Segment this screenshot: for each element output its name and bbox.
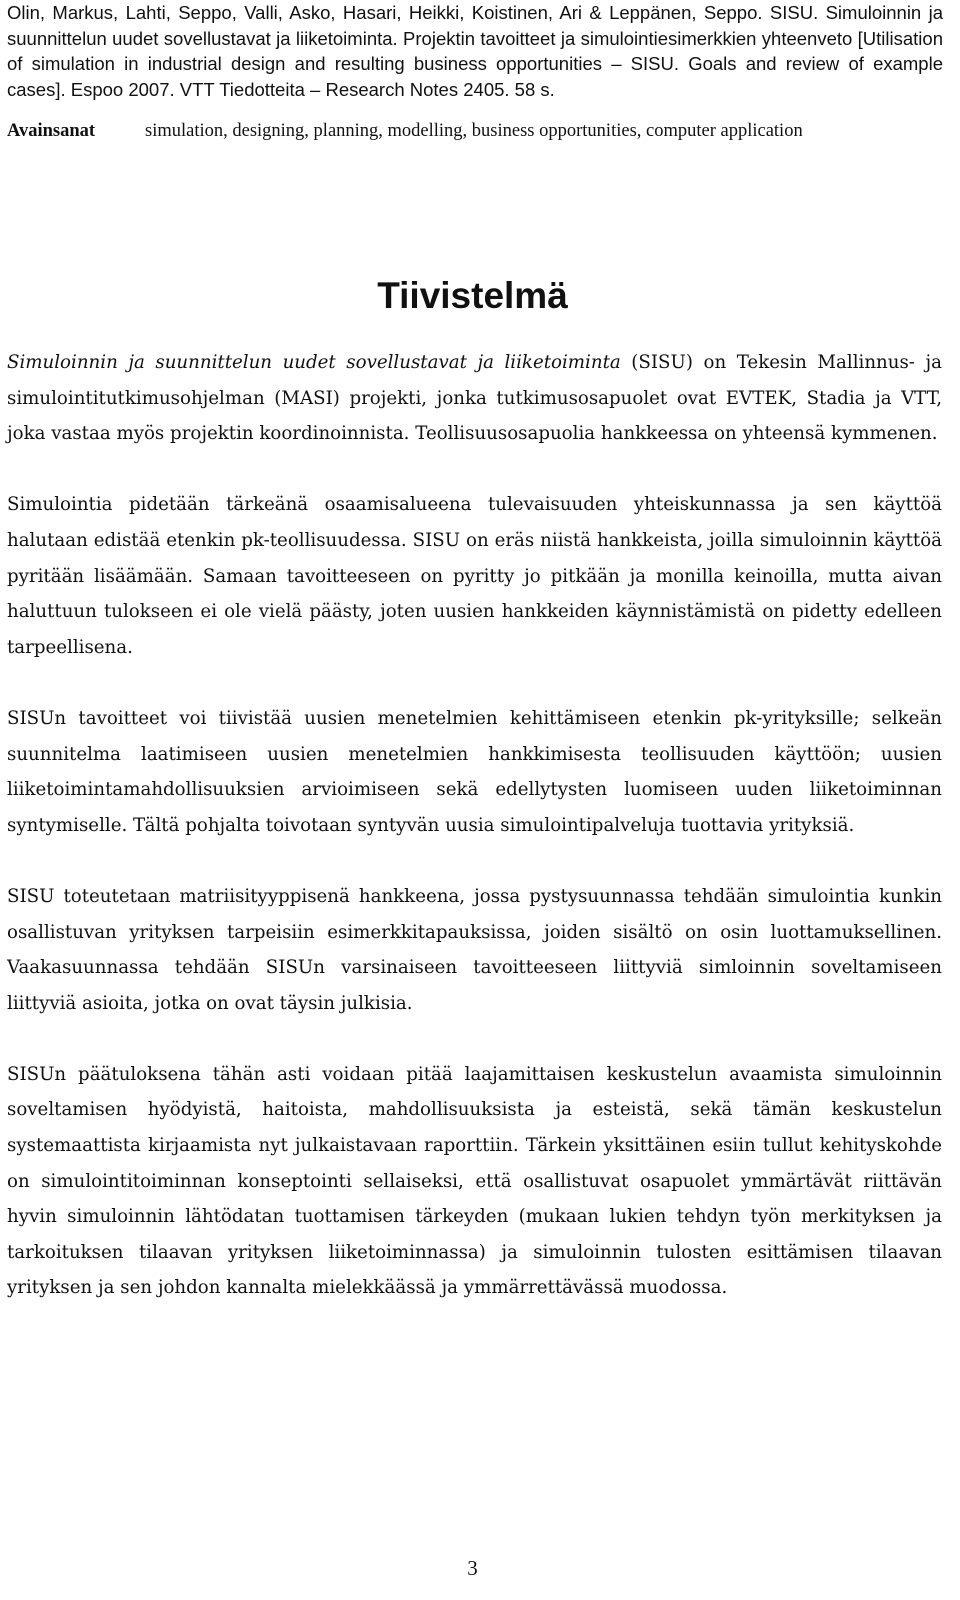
paragraph-1-text: (SISU) on Tekesin Mallinnus- ja simulointitutkimusohjelman (MASI) projekti, jonka tutkimusosapuolet ovat EVTEK, Stadia ja VTT, joka vastaa myös projektin koordinoinnista. Teollisuusosapuolia hankkeessa on yhteensä kymmenen. xyxy=(7,352,942,445)
page-number: 3 xyxy=(467,1556,478,1580)
paragraph-1 xyxy=(7,345,942,452)
project-title-italic: Simuloinnin ja suunnittelun uudet sovellustavat ja liiketoiminta xyxy=(7,352,621,373)
paragraph-4: SISU toteutetaan matriisityyppisenä hankkeena, jossa pystysuunnassa tehdään simulointia kunkin osallistuvan yrityksen tarpeisiin esimerkkitapauksissa, joiden sisältö on osin luottamuksellinen. Vaakasuunnassa tehdään SISUn varsinaiseen tavoitteeseen liittyviä simloinnin soveltamiseen liittyviä asioita, jotka on ovat täysin julkisia. xyxy=(7,885,942,1014)
paragraph-3: SISUn tavoitteet voi tiivistää uusien menetelmien kehittämiseen etenkin pk-yrityksille; selkeän suunnitelma laatimiseen uusien menetelmien hankkimisesta teollisuuden käyttöön; uusien liiketoimintamahdollisuuksien arvioimiseen sekä edellytysten luomiseen uuden liiketoiminnan syntymiselle. Tältä pohjalta toivotaan syntyvän uusia simulointipalveluja tuottavia yrityksiä. xyxy=(7,707,942,836)
paragraph-5: SISUn päätuloksena tähän asti voidaan pitää laajamittaisen keskustelun avaamista simuloinnin soveltamisen hyödyistä, haitoista, mahdollisuuksista ja esteistä, sekä tämän keskustelun systemaattista kirjaamista nyt julkaistavaan raporttiin. Tärkein yksittäinen esiin tullut kehityskohde on simulointitoiminnan konseptointi sellaiseksi, että osallistuvat osapuolet ymmärtävät riittävän hyvin simuloinnin lähtödatan tuottamisen tärkeyden (mukaan lukien tehdyn työn merkityksen ja tarkoituksen tilaavan yrityksen liiketoiminnassa) ja simuloinnin tulosten esittämisen tilaavan yrityksen ja sen johdon kannalta mielekkäässä ja ymmärrettävässä muodossa. xyxy=(7,1063,942,1299)
abstract-body xyxy=(7,345,942,1342)
keywords-value: simulation, designing, planning, modelling, business opportunities, computer application xyxy=(145,121,803,141)
paragraph-2: Simulointia pidetään tärkeänä osaamisalueena tulevaisuuden yhteiskunnassa ja sen käyttöä halutaan edistää etenkin pk-teollisuudessa. SISU on eräs niistä hankkeista, joilla simuloinnin käyttöä pyritään lisäämään. Samaan tavoitteeseen on pyritty jo pitkään ja monilla keinoilla, mutta aivan haluttuun tulokseen ei ole vielä päästy, joten uusien hankkeiden käynnistämistä on pidetty edelleen tarpeellisena. xyxy=(7,494,942,658)
abstract-heading: Tiivistelmä xyxy=(377,275,568,316)
bibliographic-citation: Olin, Markus, Lahti, Seppo, Valli, Asko, Hasari, Heikki, Koistinen, Ari & Leppänen, Seppo. SISU. Simuloinnin ja suunnittelun uudet sovellustavat ja liiketoiminta. Projektin tavoitteet ja simulointiesimerkkien yhteenveto [Utilisation of simulation in industrial design and resulting business opportunities – SISU. Goals and review of example cases]. Espoo 2007. VTT Tiedotteita – Research Notes 2405. 58 s. xyxy=(7,2,943,100)
keywords-label: Avainsanat xyxy=(7,121,96,141)
keywords-row xyxy=(7,118,947,144)
